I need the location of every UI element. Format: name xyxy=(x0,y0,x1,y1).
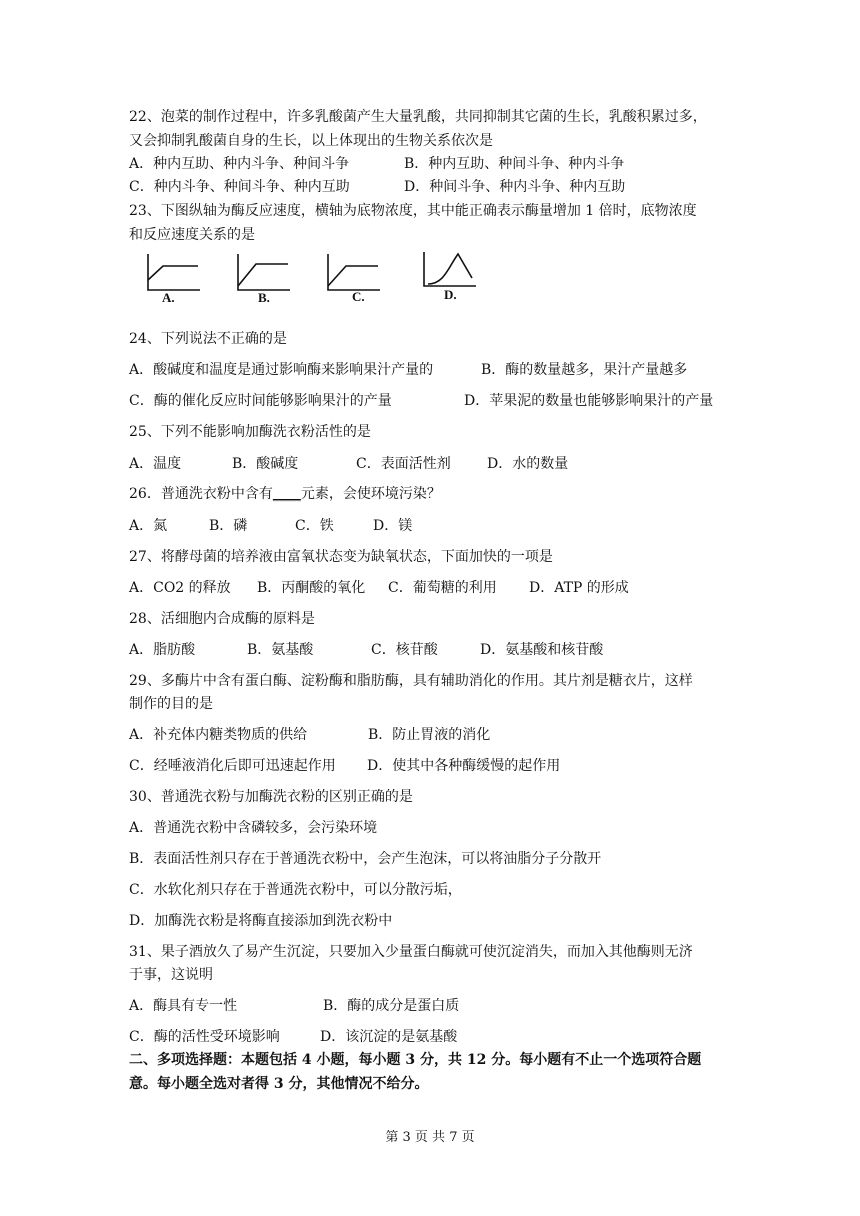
q30-option-c: C．水软化剂只存在于普通洗衣粉中，可以分散污垢， xyxy=(129,882,462,898)
q28-option-d: D．氨基酸和核苷酸 xyxy=(480,642,604,658)
page-footer: 第 3 页 共 7 页 xyxy=(385,1130,475,1145)
section2-heading-line2: 意。每小题全选对者得 3 分，其他情况不给分。 xyxy=(129,1076,429,1092)
q27-stem: 27、将酵母菌的培养液由富氧状态变为缺氧状态，下面加快的一项是 xyxy=(129,549,553,565)
q31-option-b: B．酶的成分是蛋白质 xyxy=(323,998,460,1014)
q26-option-c: C．铁 xyxy=(295,518,334,534)
q26-stem-pre: 26．普通洗衣粉中含有 xyxy=(129,486,273,502)
q26-stem-blank: ____ xyxy=(272,486,301,502)
q30-option-b: B．表面活性剂只存在于普通洗衣粉中，会产生泡沫，可以将油脂分子分散开 xyxy=(129,851,602,867)
q27-option-b: B．丙酮酸的氧化 xyxy=(257,580,366,596)
section2-heading-line1: 二、多项选择题：本题包括 4 小题，每小题 3 分，共 12 分。每小题有不止一个选项符合题 xyxy=(129,1052,702,1068)
q26-stem xyxy=(129,485,441,503)
q31-option-a: A．酶具有专一性 xyxy=(129,998,238,1014)
q25-option-b: B．酸碱度 xyxy=(232,456,299,472)
q27-option-c: C．葡萄糖的利用 xyxy=(388,580,497,596)
q30-option-a: A．普通洗衣粉中含磷较多，会污染环境 xyxy=(129,820,378,836)
q29-stem-line1: 29、多酶片中含有蛋白酶、淀粉酶和脂肪酶，具有辅助消化的作用。其片剂是糖衣片，这样 xyxy=(129,673,693,689)
q23-stem-line2: 和反应速度关系的是 xyxy=(129,227,255,243)
q23-stem-line1: 23、下图纵轴为酶反应速度，横轴为底物浓度，其中能正确表示酶量增加 1 倍时，底物浓度 xyxy=(129,203,697,219)
q28-option-c: C．核苷酸 xyxy=(371,642,438,658)
q27-option-a: A．CO2 的释放 xyxy=(129,580,231,596)
q31-option-c: C．酶的活性受环境影响 xyxy=(129,1029,280,1045)
q28-option-b: B．氨基酸 xyxy=(247,642,314,658)
q23-graph-b-label: B. xyxy=(258,290,270,302)
q26-stem-post: 元素，会使环境污染？ xyxy=(300,486,441,502)
q26-option-a: A．氮 xyxy=(129,518,168,534)
q22-stem-line1: 22、泡菜的制作过程中，许多乳酸菌产生大量乳酸，共同抑制其它菌的生长，乳酸积累过多， xyxy=(129,109,707,125)
q27-option-d: D．ATP 的形成 xyxy=(529,580,629,596)
q25-option-a: A．温度 xyxy=(129,456,182,472)
q25-option-c: C．表面活性剂 xyxy=(356,456,451,472)
q26-option-b: B．磷 xyxy=(209,518,248,534)
q30-option-d: D．加酶洗衣粉是将酶直接添加到洗衣粉中 xyxy=(129,913,393,929)
q24-option-c: C．酶的催化反应时间能够影响果汁的产量 xyxy=(129,393,392,409)
q25-stem: 25、下列不能影响加酶洗衣粉活性的是 xyxy=(129,424,371,440)
q24-option-a: A．酸碱度和温度是通过影响酶来影响果汁产量的 xyxy=(129,362,434,378)
q23-graph-d xyxy=(414,248,484,300)
q29-stem-line2: 制作的目的是 xyxy=(129,696,213,712)
q28-option-a: A．脂肪酸 xyxy=(129,642,196,658)
q22-option-d: D．种间斗争、种内斗争、种内互助 xyxy=(404,179,626,195)
q23-graph-a xyxy=(138,250,208,302)
q29-option-d: D．使其中各种酶缓慢的起作用 xyxy=(367,758,561,774)
q31-option-d: D．该沉淀的是氨基酸 xyxy=(320,1029,458,1045)
q22-option-b: B．种内互助、种间斗争、种内斗争 xyxy=(404,156,625,172)
q23-graph-d-label: D. xyxy=(444,287,457,300)
q24-option-d: D．苹果泥的数量也能够影响果汁的产量 xyxy=(464,393,714,409)
q31-stem-line1: 31、果子酒放久了易产生沉淀，只要加入少量蛋白酶就可使沉淀消失，而加入其他酶则无济 xyxy=(129,944,693,960)
q24-stem: 24、下列说法不正确的是 xyxy=(129,331,287,347)
q29-option-c: C．经唾液消化后即可迅速起作用 xyxy=(129,758,336,774)
q25-option-d: D．水的数量 xyxy=(487,456,569,472)
q22-option-c: C．种内斗争、种间斗争、种内互助 xyxy=(129,179,350,195)
q23-graph-b xyxy=(228,250,298,302)
q24-option-b: B．酶的数量越多，果汁产量越多 xyxy=(481,362,688,378)
q23-graph-c xyxy=(318,250,388,302)
q26-option-d: D．镁 xyxy=(373,518,413,534)
q30-stem: 30、普通洗衣粉与加酶洗衣粉的区别正确的是 xyxy=(129,789,413,805)
q28-stem: 28、活细胞内合成酶的原料是 xyxy=(129,611,315,627)
q22-option-a: A．种内互助、种内斗争、种间斗争 xyxy=(129,156,350,172)
q22-stem-line2: 又会抑制乳酸菌自身的生长，以上体现出的生物关系依次是 xyxy=(129,133,493,149)
q23-graph-a-label: A. xyxy=(162,290,175,302)
q31-stem-line2: 于事，这说明 xyxy=(129,967,213,983)
q29-option-a: A．补充体内糖类物质的供给 xyxy=(129,727,308,743)
q23-graph-c-label: C. xyxy=(352,289,365,302)
q29-option-b: B．防止胃液的消化 xyxy=(368,727,491,743)
